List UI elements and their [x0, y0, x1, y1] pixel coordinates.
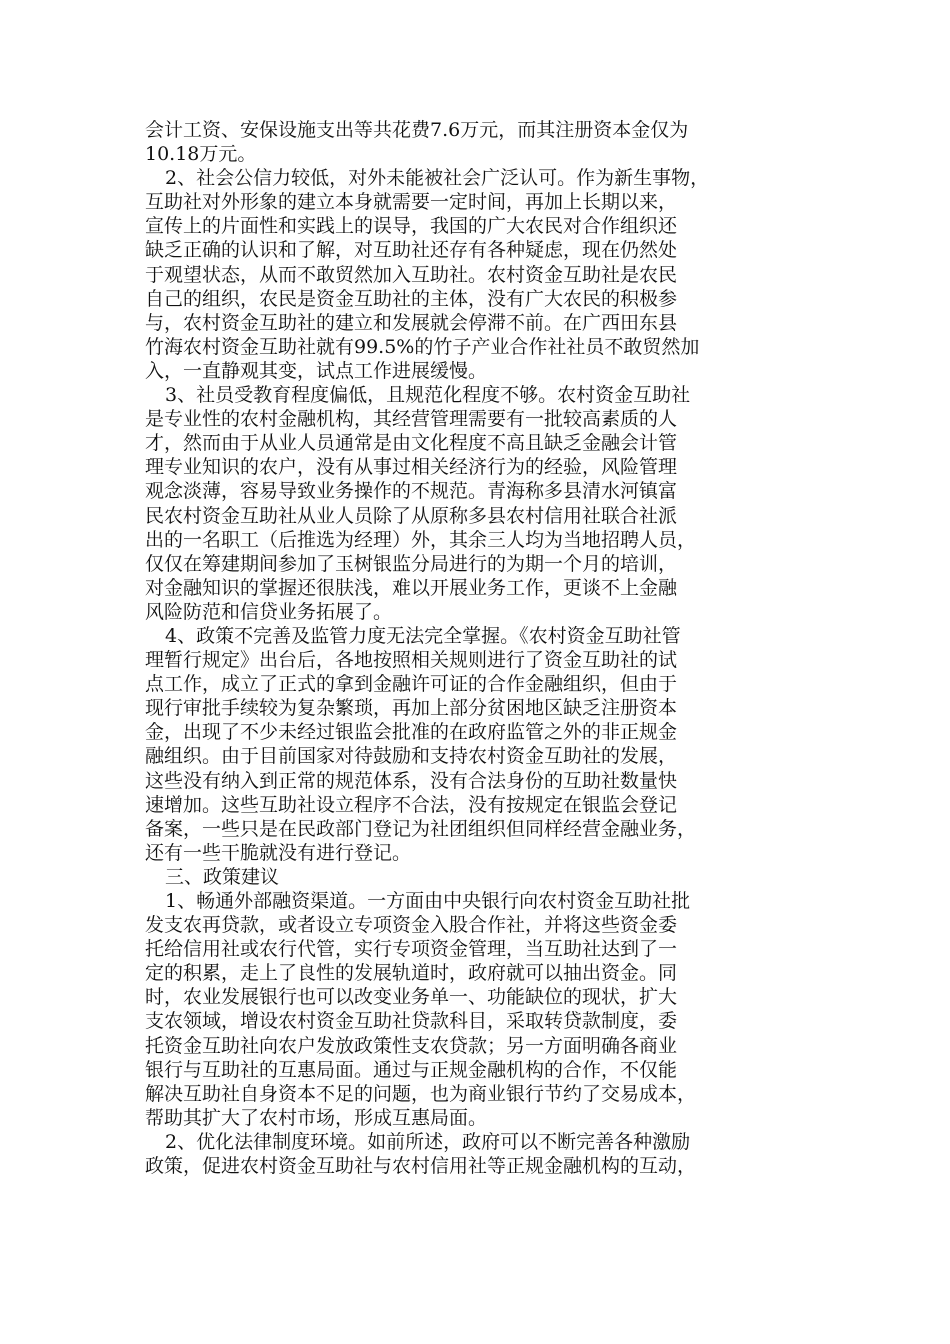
text-line: 银行与互助社的互惠局面。通过与正规金融机构的合作，不仅能 — [145, 1058, 678, 1081]
text-line: 金，出现了不少未经过银监会批准的在政府监管之外的非正规金 — [145, 721, 678, 744]
text-line: 点工作，成立了正式的拿到金融许可证的合作金融组织，但由于 — [145, 673, 678, 696]
text-line: 自己的组织，农民是资金互助社的主体，没有广大农民的积极参 — [145, 287, 678, 310]
text-line: 会计工资、安保设施支出等共花费7.6万元，而其注册资本金仅为 — [145, 119, 689, 141]
text-line: 观念淡薄，容易导致业务操作的不规范。青海称多县清水河镇富 — [145, 480, 678, 503]
text-line: 速增加。这些互助社设立程序不合法，没有按规定在银监会登记 — [145, 793, 678, 816]
text-line: 才，然而由于从业人员通常是由文化程度不高且缺乏金融会计管 — [145, 432, 678, 455]
text-line: 1、畅通外部融资渠道。一方面由中央银行向农村资金互助社批 — [165, 890, 691, 912]
text-line: 三、政策建议 — [165, 865, 280, 888]
text-line: 风险防范和信贷业务拓展了。 — [145, 600, 393, 623]
text-line: 2、社会公信力较低，对外未能被社会广泛认可。作为新生事物， — [165, 167, 710, 190]
text-line: 缺乏正确的认识和了解，对互助社还存有各种疑虑，现在仍然处 — [145, 239, 678, 262]
text-line: 2、优化法律制度环境。如前所述，政府可以不断完善各种激励 — [165, 1130, 691, 1153]
text-line: 竹海农村资金互助社就有99.5%的竹子产业合作社社员不敢贸然加 — [145, 335, 700, 358]
text-line: 政策，促进农村资金互助社与农村信用社等正规金融机构的互动， — [145, 1155, 697, 1178]
text-line: 时，农业发展银行也可以改变业务单一、功能缺位的现状，扩大 — [145, 986, 678, 1009]
text-line: 托资金互助社向农户发放政策性支农贷款；另一方面明确各商业 — [145, 1034, 678, 1057]
text-line: 这些没有纳入到正常的规范体系，没有合法身份的互助社数量快 — [145, 769, 678, 792]
text-line: 理暂行规定》出台后，各地按照相关规则进行了资金互助社的试 — [145, 649, 678, 672]
text-line: 融组织。由于目前国家对待鼓励和支持农村资金互助社的发展， — [145, 745, 678, 768]
text-line: 发支农再贷款，或者设立专项资金入股合作社，并将这些资金委 — [145, 914, 678, 937]
text-line: 3、社员受教育程度偏低，且规范化程度不够。农村资金互助社 — [165, 384, 691, 407]
text-line: 帮助其扩大了农村市场，形成互惠局面。 — [145, 1106, 488, 1129]
text-line: 是专业性的农村金融机构，其经营管理需要有一批较高素质的人 — [145, 408, 678, 431]
text-line: 互助社对外形象的建立本身就需要一定时间，再加上长期以来， — [145, 191, 678, 214]
text-line: 宣传上的片面性和实践上的误导，我国的广大农民对合作组织还 — [145, 215, 678, 238]
text-line: 解决互助社自身资本不足的问题，也为商业银行节约了交易成本， — [145, 1082, 697, 1105]
text-line: 民农村资金互助社从业人员除了从原称多县农村信用社联合社派 — [145, 504, 678, 527]
text-line: 对金融知识的掌握还很肤浅，难以开展业务工作，更谈不上金融 — [145, 576, 678, 599]
text-line: 现行审批手续较为复杂繁琐，再加上部分贫困地区缺乏注册资本 — [145, 697, 678, 720]
text-line: 于观望状态，从而不敢贸然加入互助社。农村资金互助社是农民 — [145, 263, 678, 286]
document-body — [145, 118, 805, 1178]
text-line: 还有一些干脆就没有进行登记。 — [145, 841, 412, 864]
text-line: 支农领域，增设农村资金互助社贷款科目，采取转贷款制度，委 — [145, 1010, 678, 1033]
text-line: 理专业知识的农户，没有从事过相关经济行为的经验，风险管理 — [145, 456, 678, 479]
text-line: 与，农村资金互助社的建立和发展就会停滞不前。在广西田东县 — [145, 311, 678, 334]
text-line: 仅仅在筹建期间参加了玉树银监分局进行的为期一个月的培训， — [145, 552, 678, 575]
text-line: 入，一直静观其变，试点工作进展缓慢。 — [145, 359, 488, 382]
text-line: 托给信用社或农行代管，实行专项资金管理，当互助社达到了一 — [145, 938, 678, 961]
text-line: 定的积累，走上了良性的发展轨道时，政府就可以抽出资金。同 — [145, 962, 678, 985]
text-line: 出的一名职工（后推选为经理）外，其余三人均为当地招聘人员， — [145, 528, 697, 551]
text-line: 4、政策不完善及监管力度无法完全掌握。《农村资金互助社管 — [165, 624, 681, 647]
text-line: 10.18万元。 — [145, 143, 257, 166]
text-line: 备案，一些只是在民政部门登记为社团组织但同样经营金融业务， — [145, 817, 697, 840]
